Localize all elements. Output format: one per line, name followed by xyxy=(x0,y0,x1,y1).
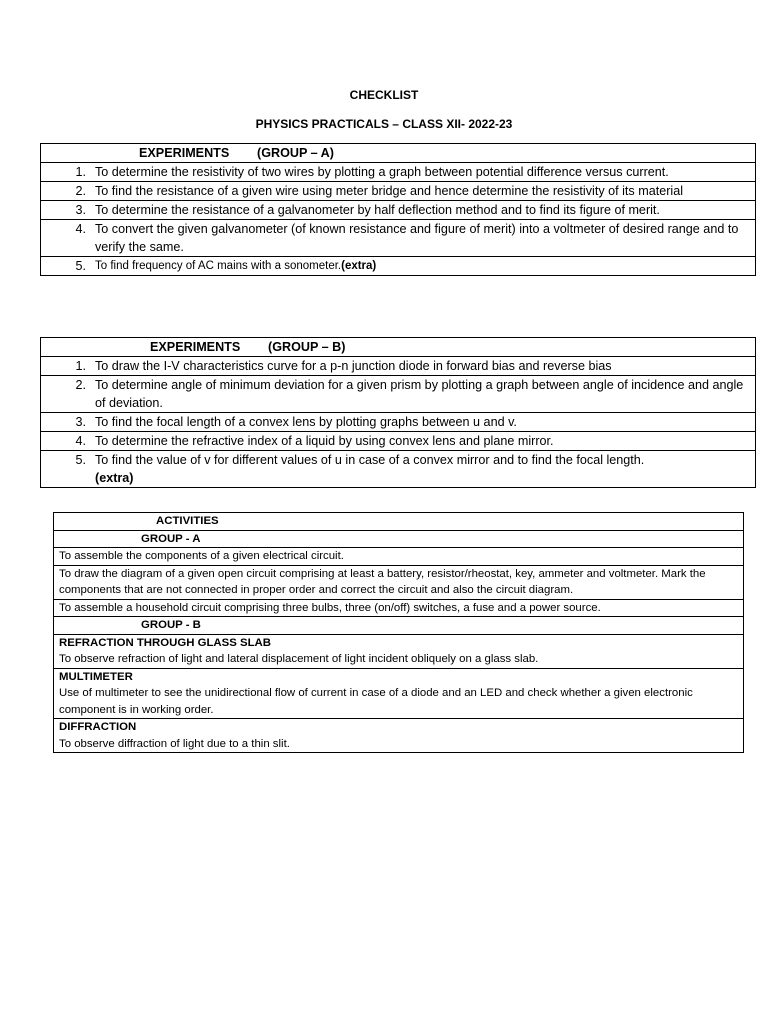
experiment-number: 2. xyxy=(75,184,86,198)
activities-table xyxy=(53,512,744,753)
experiments-heading: EXPERIMENTS xyxy=(139,146,230,160)
experiment-row xyxy=(41,220,756,257)
experiment-text: To determine the resistivity of two wires by plotting a graph between potential difference versus current. xyxy=(95,165,669,179)
experiment-row xyxy=(41,451,756,488)
extra-tag: (extra) xyxy=(341,260,377,272)
activity-row xyxy=(54,719,744,753)
activity-title: MULTIMETER xyxy=(59,670,133,683)
activity-title: REFRACTION THROUGH GLASS SLAB xyxy=(59,636,271,649)
document-subtitle: PHYSICS PRACTICALS – CLASS XII- 2022-23 xyxy=(255,117,513,131)
experiment-row xyxy=(41,432,756,451)
experiment-row xyxy=(41,163,756,182)
experiment-text: To find frequency of AC mains with a sonometer. xyxy=(95,260,342,272)
experiment-text: To convert the given galvanometer (of known resistance and figure of merit) into a voltmeter of desired range and to verify the same. xyxy=(95,222,739,254)
group-label: (GROUP – B) xyxy=(268,340,346,354)
experiment-text: To find the resistance of a given wire using meter bridge and hence determine the resistivity of its material xyxy=(95,184,684,198)
activity-row xyxy=(54,634,744,668)
activity-row: To assemble a household circuit comprising three bulbs, three (on/off) switches, a fuse and a power source. xyxy=(54,599,744,617)
experiment-number: 2. xyxy=(75,378,86,392)
experiment-text: To find the value of v for different values of u in case of a convex mirror and to find the focal length. xyxy=(95,453,645,467)
activity-text: To observe refraction of light and lateral displacement of light incident obliquely on a glass slab. xyxy=(59,653,539,665)
activity-text: To observe diffraction of light due to a thin slit. xyxy=(59,737,290,750)
extra-tag: (extra) xyxy=(95,471,134,485)
experiment-row xyxy=(41,376,756,413)
experiment-text: To find the focal length of a convex lens by plotting graphs between u and v. xyxy=(95,415,517,429)
experiments-group-a-table xyxy=(40,143,756,276)
experiment-text: To determine the resistance of a galvanometer by half deflection method and to find its figure of merit. xyxy=(95,203,660,217)
activity-text: Use of multimeter to see the unidirectional flow of current in case of a diode and an LED and check whether a given electronic component is in working order. xyxy=(59,687,693,716)
activity-row: To draw the diagram of a given open circuit comprising at least a battery, resistor/rheostat, key, ammeter and voltmeter. Mark the components that are not connected in proper order and correct the circuit and also the circuit diagram. xyxy=(54,565,744,599)
experiments-group-b-header xyxy=(41,338,756,357)
experiment-row xyxy=(41,413,756,432)
experiment-number: 5. xyxy=(75,453,86,467)
experiment-row xyxy=(41,201,756,220)
experiment-number: 1. xyxy=(75,359,86,373)
activity-row xyxy=(54,668,744,719)
experiment-text: To determine angle of minimum deviation for a given prism by plotting a graph between angle of incidence and angle of deviation. xyxy=(95,378,744,410)
experiment-number: 1. xyxy=(75,165,86,179)
activities-group-b-label: GROUP - B xyxy=(54,617,744,635)
document-title: CHECKLIST xyxy=(349,88,419,102)
activities-group-a-label: GROUP - A xyxy=(54,530,744,548)
activity-title: DIFFRACTION xyxy=(59,721,137,733)
experiment-number: 3. xyxy=(75,415,86,429)
experiment-number: 4. xyxy=(75,222,86,236)
experiments-group-b-table xyxy=(40,337,756,488)
experiments-heading: EXPERIMENTS xyxy=(150,340,241,354)
experiment-row xyxy=(41,257,756,276)
experiment-number: 5. xyxy=(75,259,86,273)
experiment-row xyxy=(41,357,756,376)
experiment-number: 4. xyxy=(75,434,86,448)
experiment-row xyxy=(41,182,756,201)
experiment-text: To draw the I-V characteristics curve for a p-n junction diode in forward bias and reverse bias xyxy=(95,359,612,373)
activities-heading: ACTIVITIES xyxy=(54,513,744,531)
experiments-group-a-header xyxy=(41,144,756,163)
activity-row: To assemble the components of a given electrical circuit. xyxy=(54,548,744,566)
experiment-number: 3. xyxy=(75,203,86,217)
experiment-text: To determine the refractive index of a liquid by using convex lens and plane mirror. xyxy=(95,434,554,448)
group-label: (GROUP – A) xyxy=(257,146,334,160)
